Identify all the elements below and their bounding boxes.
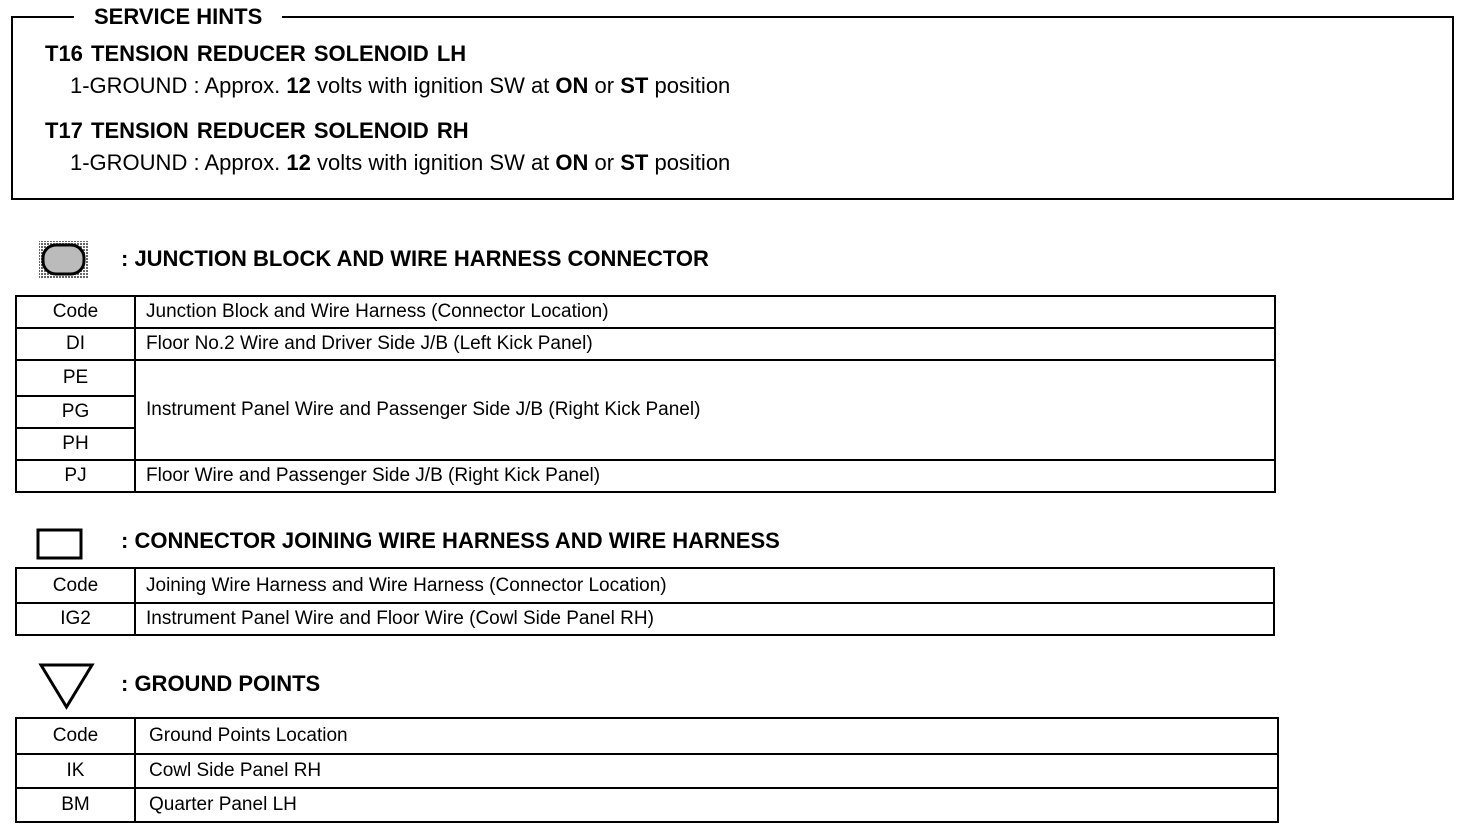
table-row — [16, 460, 1275, 492]
location-header: Ground Points Location — [135, 718, 1278, 754]
location-cell: Cowl Side Panel RH — [135, 754, 1278, 788]
code-cell: PE — [16, 360, 135, 396]
hint-text: or — [588, 150, 621, 175]
hint-position-st: ST — [620, 73, 649, 98]
hint-heading-t17: T17 TENSION REDUCER SOLENOID RH — [45, 118, 469, 143]
code-header: Code — [16, 296, 135, 328]
table-header-row — [16, 568, 1274, 603]
hint-text: position — [648, 73, 731, 98]
table-header-row — [16, 718, 1278, 754]
hint-position-on: ON — [555, 73, 589, 98]
hint-text: position — [648, 150, 731, 175]
triangle-down-icon — [38, 662, 96, 710]
connector-joining-table — [15, 567, 1275, 636]
code-cell: DI — [16, 328, 135, 360]
code-cell: PG — [16, 396, 135, 428]
table-row — [16, 788, 1278, 822]
code-header: Code — [16, 568, 135, 603]
code-header: Code — [16, 718, 135, 754]
code-cell: IG2 — [16, 603, 135, 635]
location-cell: Floor No.2 Wire and Driver Side J/B (Left Kick Panel) — [135, 328, 1275, 360]
table-row — [16, 754, 1278, 788]
rectangle-icon — [36, 527, 84, 561]
location-cell: Instrument Panel Wire and Passenger Side J/B (Right Kick Panel) — [135, 360, 1275, 460]
junction-block-table — [15, 295, 1276, 493]
connector-joining-legend: : CONNECTOR JOINING WIRE HARNESS AND WIRE HARNESS — [121, 528, 780, 553]
hint-text: 1-GROUND : Approx. — [70, 150, 287, 175]
code-cell: PH — [16, 428, 135, 460]
ground-points-legend: : GROUND POINTS — [121, 671, 321, 696]
hint-position-on: ON — [555, 150, 589, 175]
shaded-rounded-rect-icon — [38, 240, 90, 280]
hint-position-st: ST — [620, 150, 649, 175]
hint-voltage: 12 — [286, 150, 311, 175]
hint-text: 1-GROUND : Approx. — [70, 73, 287, 98]
hint-text: volts with ignition SW at — [310, 73, 556, 98]
hint-text: or — [588, 73, 621, 98]
location-cell: Instrument Panel Wire and Floor Wire (Cowl Side Panel RH) — [135, 603, 1274, 635]
location-cell: Quarter Panel LH — [135, 788, 1278, 822]
table-row — [16, 328, 1275, 360]
table-header-row — [16, 296, 1275, 328]
hint-line-t17 — [70, 150, 730, 176]
location-cell: Floor Wire and Passenger Side J/B (Right Kick Panel) — [135, 460, 1275, 492]
hint-voltage: 12 — [286, 73, 311, 98]
hint-heading-t16: T16 TENSION REDUCER SOLENOID LH — [45, 41, 467, 66]
table-row — [16, 360, 1275, 396]
location-header: Junction Block and Wire Harness (Connector Location) — [135, 296, 1275, 328]
code-cell: IK — [16, 754, 135, 788]
location-header: Joining Wire Harness and Wire Harness (Connector Location) — [135, 568, 1274, 603]
code-cell: BM — [16, 788, 135, 822]
table-row — [16, 603, 1274, 635]
service-hints-title: SERVICE HINTS — [74, 4, 282, 30]
code-cell: PJ — [16, 460, 135, 492]
junction-block-legend: : JUNCTION BLOCK AND WIRE HARNESS CONNECTOR — [121, 246, 709, 271]
ground-points-table — [15, 717, 1279, 823]
hint-text: volts with ignition SW at — [310, 150, 556, 175]
hint-line-t16 — [70, 73, 730, 99]
